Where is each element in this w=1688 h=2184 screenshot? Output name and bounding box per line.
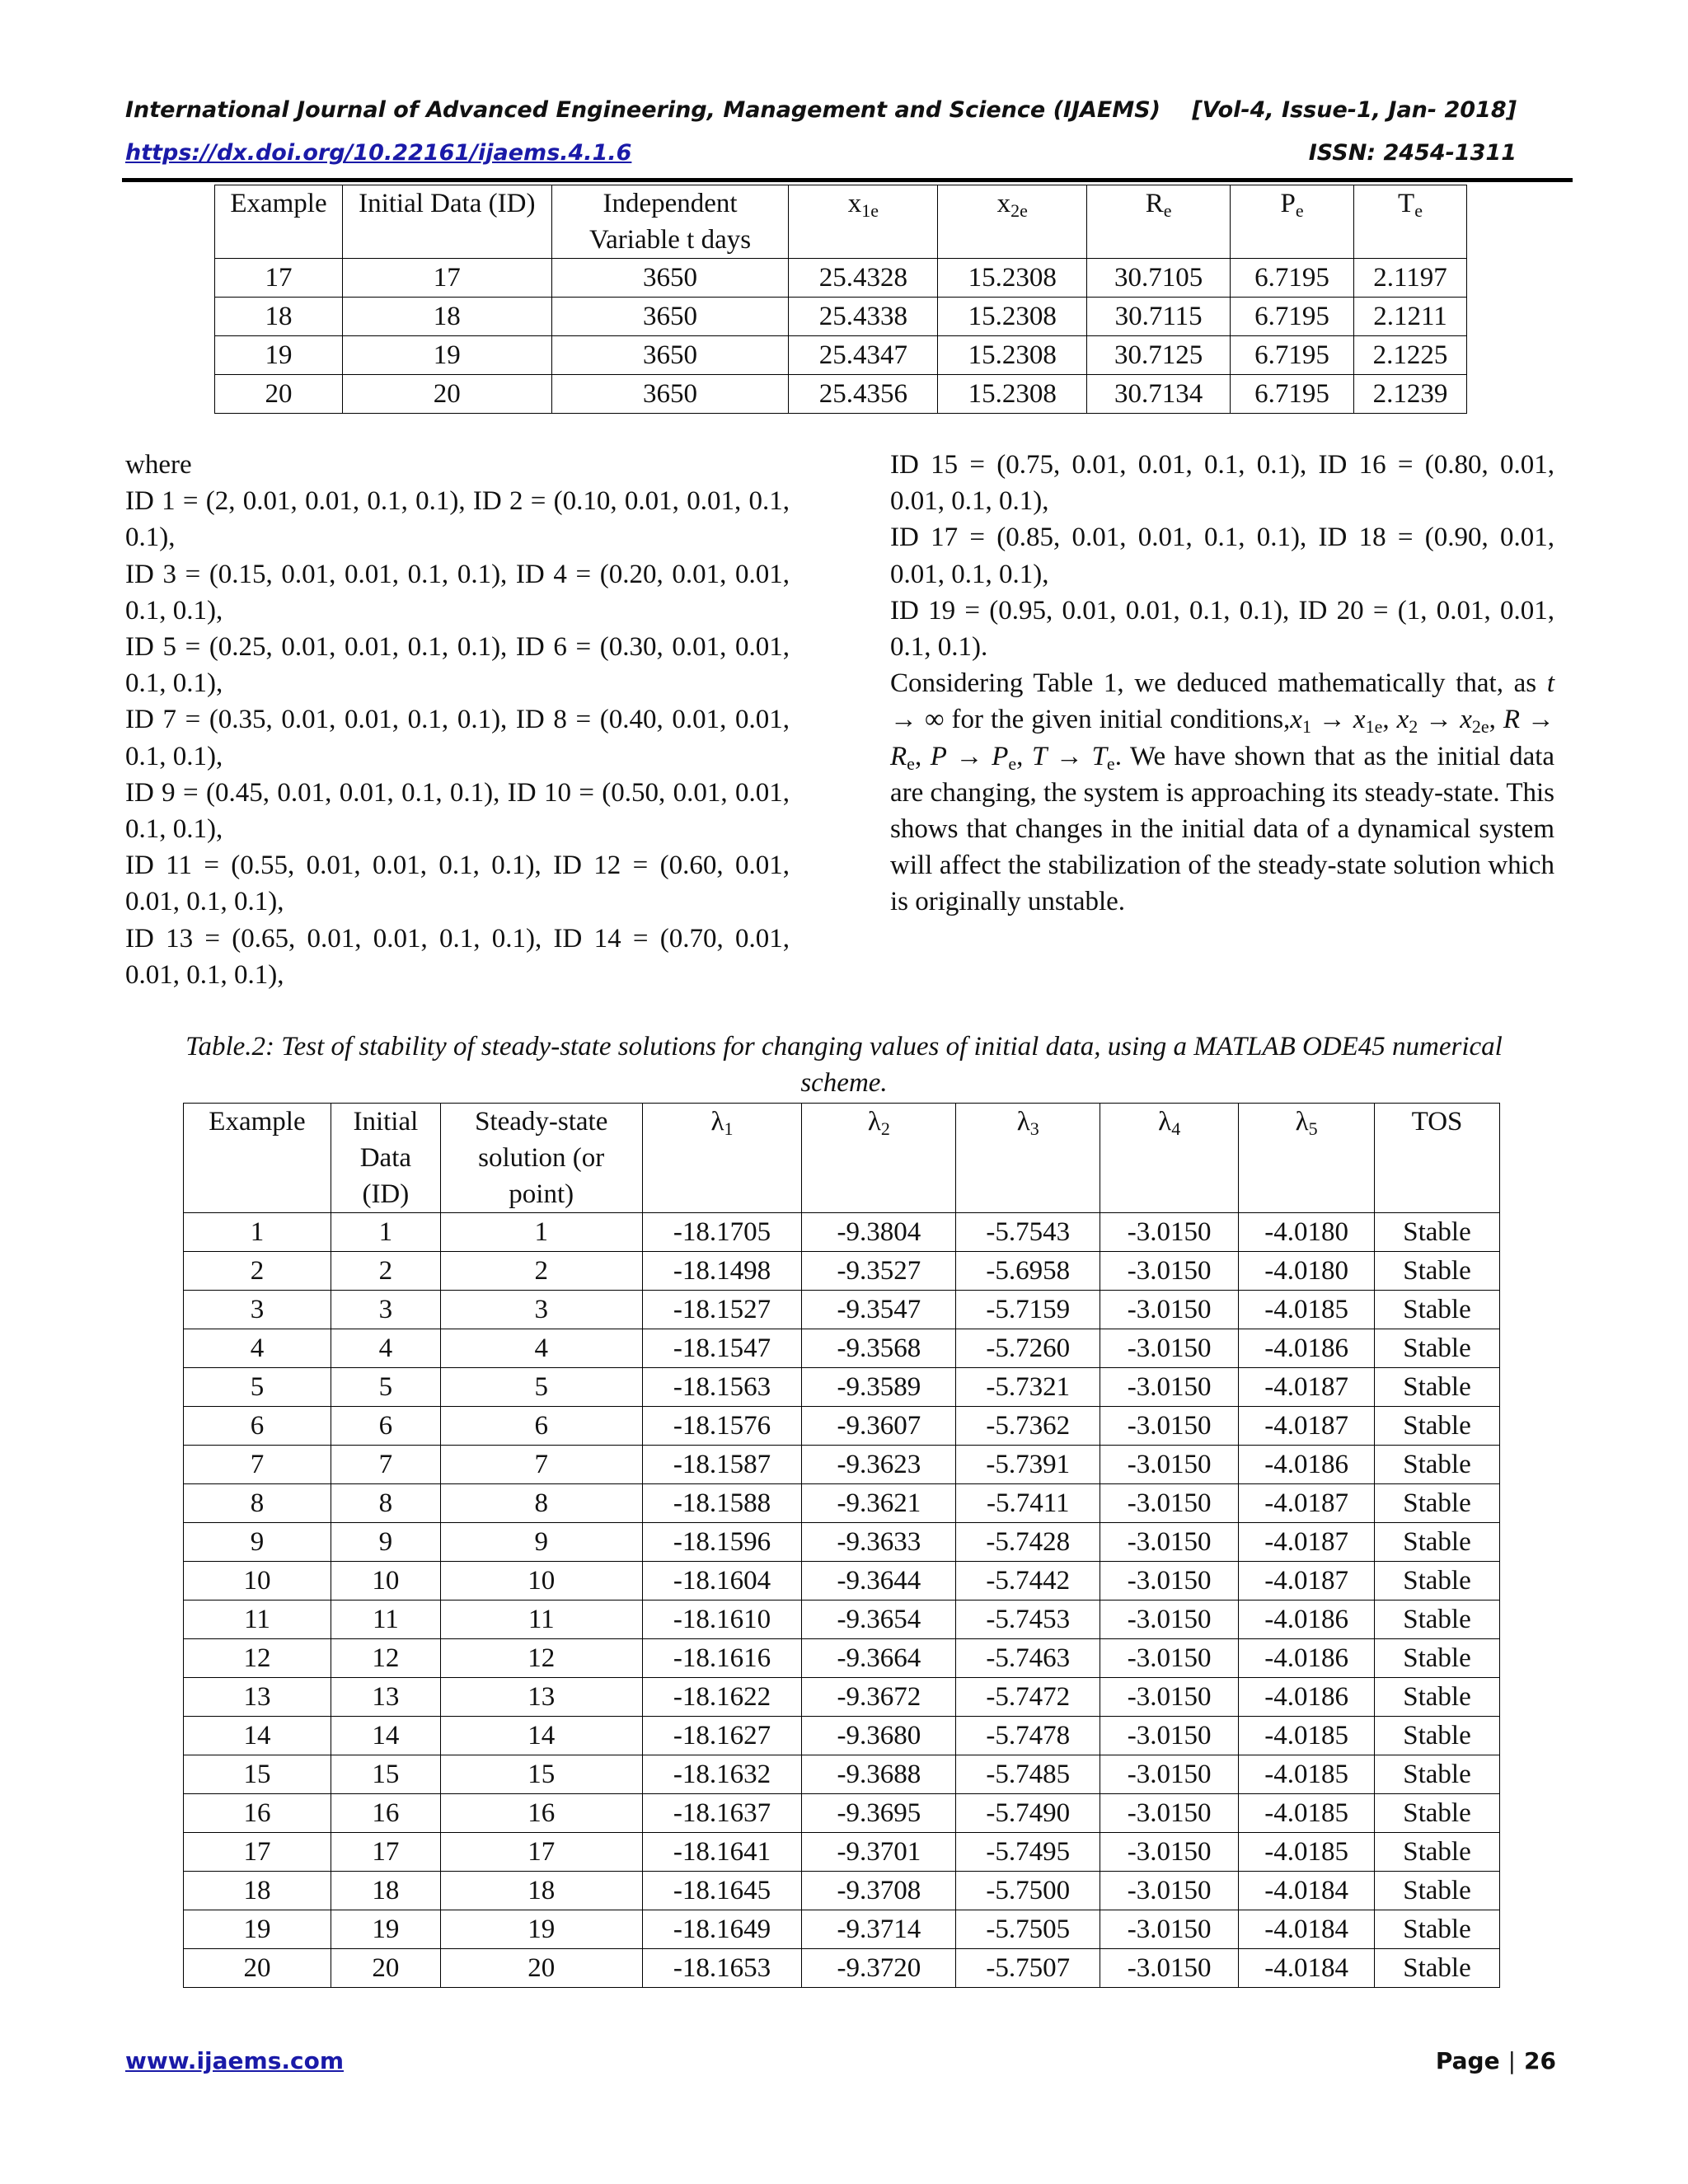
table-cell-ss: 1 bbox=[440, 1213, 642, 1252]
text-line: ID 11 = (0.55, 0.01, 0.01, 0.1, 0.1), ID 12 = (0.60, 0.01, bbox=[125, 851, 790, 881]
conclusion-paragraph: Considering Table 1, we deduced mathematically that, as t → ∞ for the given initial $conditions,x_1 \to x_{1e}$, $x_2 \to x_{2e}$, $R \to R_e$, $P \to P_e$, $T \to T_e$. We have shown that as the initial data are changing, the system is approaching its steady-state. This shows that changes in the initial data of a dynamical system will affect the stabilization of the steady-state solution which is originally unstable. bbox=[890, 668, 1555, 917]
table-cell-l5: -4.0184 bbox=[1239, 1872, 1375, 1910]
col-header-initial-data: Initial Data (ID) bbox=[331, 1104, 440, 1213]
table-row bbox=[215, 298, 1467, 336]
table-cell-tos: Stable bbox=[1375, 1755, 1500, 1794]
table-cell-l1: -18.1641 bbox=[642, 1833, 802, 1872]
table-cell-l1: -18.1576 bbox=[642, 1407, 802, 1446]
table-cell-tos: Stable bbox=[1375, 1329, 1500, 1368]
table-cell-l3: -5.7485 bbox=[956, 1755, 1100, 1794]
table-cell-l2: -9.3623 bbox=[802, 1446, 956, 1484]
table-row bbox=[184, 1291, 1500, 1329]
col-header-lambda-4: $\lambda_4$ bbox=[1100, 1104, 1239, 1213]
table-cell-ex: 6 bbox=[184, 1407, 331, 1446]
table-cell-l5: -4.0185 bbox=[1239, 1717, 1375, 1755]
table-cell-ex: 7 bbox=[184, 1446, 331, 1484]
table-cell-l4: -3.0150 bbox=[1100, 1833, 1239, 1872]
table-cell-id: 17 bbox=[331, 1833, 440, 1872]
table-cell-example: 19 bbox=[215, 336, 343, 375]
table-cell-l2: -9.3664 bbox=[802, 1639, 956, 1678]
table-cell-l4: -3.0150 bbox=[1100, 1252, 1239, 1291]
table-cell-l4: -3.0150 bbox=[1100, 1407, 1239, 1446]
table-cell-example: 20 bbox=[215, 375, 343, 414]
text-line: 0.1, 0.1), bbox=[125, 741, 223, 771]
table-cell-l1: -18.1604 bbox=[642, 1562, 802, 1601]
table-cell-id: 19 bbox=[342, 336, 551, 375]
table-cell-l5: -4.0186 bbox=[1239, 1678, 1375, 1717]
table-cell-id: 18 bbox=[342, 298, 551, 336]
table-cell-l2: -9.3654 bbox=[802, 1601, 956, 1639]
right-column-text bbox=[890, 447, 1554, 921]
table-cell-id: 16 bbox=[331, 1794, 440, 1833]
table-row bbox=[184, 1755, 1500, 1794]
table-cell-id: 11 bbox=[331, 1601, 440, 1639]
page-number: Page | 26 bbox=[1435, 2047, 1556, 2074]
table-cell-l3: -5.7490 bbox=[956, 1794, 1100, 1833]
table-cell-id: 14 bbox=[331, 1717, 440, 1755]
table-cell-l1: -18.1547 bbox=[642, 1329, 802, 1368]
table-cell-tos: Stable bbox=[1375, 1910, 1500, 1949]
text-line: 0.1, 0.1), bbox=[125, 668, 223, 699]
table-row bbox=[184, 1368, 1500, 1407]
table-cell-tos: Stable bbox=[1375, 1949, 1500, 1988]
table-cell-ex: 11 bbox=[184, 1601, 331, 1639]
table-1-header-row bbox=[215, 185, 1467, 259]
table-cell-id: 1 bbox=[331, 1213, 440, 1252]
table-cell-ex: 5 bbox=[184, 1368, 331, 1407]
table-cell-ex: 9 bbox=[184, 1523, 331, 1562]
table-cell-ex: 2 bbox=[184, 1252, 331, 1291]
table-cell-l3: -5.7472 bbox=[956, 1678, 1100, 1717]
table-cell-l4: -3.0150 bbox=[1100, 1639, 1239, 1678]
table-cell-id: 5 bbox=[331, 1368, 440, 1407]
table-cell-l4: -3.0150 bbox=[1100, 1329, 1239, 1368]
table-cell-id: 2 bbox=[331, 1252, 440, 1291]
table-cell-tos: Stable bbox=[1375, 1446, 1500, 1484]
table-cell-l3: -5.7543 bbox=[956, 1213, 1100, 1252]
table-cell-l1: -18.1596 bbox=[642, 1523, 802, 1562]
col-header-example: Example bbox=[184, 1104, 331, 1213]
table-cell-tos: Stable bbox=[1375, 1872, 1500, 1910]
table-cell-id: 4 bbox=[331, 1329, 440, 1368]
table-cell-l1: -18.1610 bbox=[642, 1601, 802, 1639]
table-cell-l2: -9.3633 bbox=[802, 1523, 956, 1562]
website-link[interactable]: www.ijaems.com bbox=[125, 2047, 345, 2074]
col-header-independent: Independent Variable t days bbox=[551, 185, 789, 259]
table-cell-x2e: 15.2308 bbox=[938, 298, 1087, 336]
table-row bbox=[184, 1872, 1500, 1910]
table-cell-l2: -9.3688 bbox=[802, 1755, 956, 1794]
table-cell-l5: -4.0187 bbox=[1239, 1562, 1375, 1601]
table-cell-pe: 6.7195 bbox=[1231, 298, 1354, 336]
journal-title: International Journal of Advanced Engineering, Management and Science (IJAEMS) bbox=[125, 97, 1161, 123]
table-row bbox=[184, 1523, 1500, 1562]
col-header-pe: $P_e$ bbox=[1231, 185, 1354, 259]
table-cell-ex: 8 bbox=[184, 1484, 331, 1523]
col-header-te: $T_e$ bbox=[1353, 185, 1466, 259]
table-cell-ss: 10 bbox=[440, 1562, 642, 1601]
table-cell-ss: 3 bbox=[440, 1291, 642, 1329]
table-cell-tos: Stable bbox=[1375, 1523, 1500, 1562]
table-cell-ex: 17 bbox=[184, 1833, 331, 1872]
table-cell-l1: -18.1627 bbox=[642, 1717, 802, 1755]
table-cell-ss: 11 bbox=[440, 1601, 642, 1639]
table-cell-ss: 2 bbox=[440, 1252, 642, 1291]
table-cell-ss: 12 bbox=[440, 1639, 642, 1678]
table-cell-ss: 13 bbox=[440, 1678, 642, 1717]
table-cell-tos: Stable bbox=[1375, 1252, 1500, 1291]
table-row bbox=[184, 1678, 1500, 1717]
table-cell-l5: -4.0180 bbox=[1239, 1213, 1375, 1252]
table-cell-l1: -18.1632 bbox=[642, 1755, 802, 1794]
table-cell-l5: -4.0180 bbox=[1239, 1252, 1375, 1291]
table-cell-ss: 16 bbox=[440, 1794, 642, 1833]
col-header-lambda-5: $\lambda_5$ bbox=[1239, 1104, 1375, 1213]
table-row bbox=[184, 1446, 1500, 1484]
table-cell-id: 20 bbox=[331, 1949, 440, 1988]
table-row bbox=[215, 259, 1467, 298]
table-cell-l1: -18.1616 bbox=[642, 1639, 802, 1678]
text-line: ID 5 = (0.25, 0.01, 0.01, 0.1, 0.1), ID 6 = (0.30, 0.01, 0.01, bbox=[125, 632, 790, 663]
table-cell-example: 18 bbox=[215, 298, 343, 336]
table-cell-l1: -18.1645 bbox=[642, 1872, 802, 1910]
table-row bbox=[184, 1949, 1500, 1988]
text-line: 0.1, 0.1), bbox=[125, 814, 223, 845]
table-cell-l3: -5.7505 bbox=[956, 1910, 1100, 1949]
table-cell-l4: -3.0150 bbox=[1100, 1523, 1239, 1562]
text-line: 0.1, 0.1). bbox=[890, 632, 988, 663]
table-cell-l4: -3.0150 bbox=[1100, 1678, 1239, 1717]
table-cell-l1: -18.1588 bbox=[642, 1484, 802, 1523]
table-1 bbox=[214, 185, 1467, 414]
table-cell-l2: -9.3547 bbox=[802, 1291, 956, 1329]
table-cell-ex: 14 bbox=[184, 1717, 331, 1755]
table-cell-l3: -5.7411 bbox=[956, 1484, 1100, 1523]
table-cell-l1: -18.1653 bbox=[642, 1949, 802, 1988]
table-cell-l4: -3.0150 bbox=[1100, 1291, 1239, 1329]
table-cell-l4: -3.0150 bbox=[1100, 1872, 1239, 1910]
table-cell-ss: 4 bbox=[440, 1329, 642, 1368]
table-cell-id: 6 bbox=[331, 1407, 440, 1446]
table-cell-tos: Stable bbox=[1375, 1833, 1500, 1872]
table-cell-l2: -9.3621 bbox=[802, 1484, 956, 1523]
text-line: 0.01, 0.1, 0.1), bbox=[890, 559, 1049, 589]
text-line: ID 15 = (0.75, 0.01, 0.01, 0.1, 0.1), ID 16 = (0.80, 0.01, bbox=[890, 450, 1554, 480]
table-row bbox=[184, 1601, 1500, 1639]
table-cell-l4: -3.0150 bbox=[1100, 1213, 1239, 1252]
table-row bbox=[184, 1213, 1500, 1252]
table-cell-ex: 4 bbox=[184, 1329, 331, 1368]
table-cell-l5: -4.0185 bbox=[1239, 1794, 1375, 1833]
table-cell-l4: -3.0150 bbox=[1100, 1794, 1239, 1833]
table-row bbox=[184, 1639, 1500, 1678]
table-cell-l2: -9.3714 bbox=[802, 1910, 956, 1949]
table-cell-l2: -9.3644 bbox=[802, 1562, 956, 1601]
text-line: ID 17 = (0.85, 0.01, 0.01, 0.1, 0.1), ID 18 = (0.90, 0.01, bbox=[890, 523, 1554, 553]
col-header-lambda-3: $\lambda_3$ bbox=[956, 1104, 1100, 1213]
text-line: ID 19 = (0.95, 0.01, 0.01, 0.1, 0.1), ID 20 = (1, 0.01, 0.01, bbox=[890, 595, 1554, 626]
table-cell-example: 17 bbox=[215, 259, 343, 298]
table-cell-tos: Stable bbox=[1375, 1368, 1500, 1407]
table-row bbox=[184, 1252, 1500, 1291]
text-line: ID 13 = (0.65, 0.01, 0.01, 0.1, 0.1), ID 14 = (0.70, 0.01, bbox=[125, 923, 790, 954]
table-cell-re: 30.7125 bbox=[1087, 336, 1231, 375]
table-cell-ss: 17 bbox=[440, 1833, 642, 1872]
table-cell-l1: -18.1498 bbox=[642, 1252, 802, 1291]
table-cell-tos: Stable bbox=[1375, 1213, 1500, 1252]
table-cell-l3: -5.7453 bbox=[956, 1601, 1100, 1639]
header-rule bbox=[122, 178, 1573, 182]
table-cell-te: 2.1211 bbox=[1353, 298, 1466, 336]
table-cell-l4: -3.0150 bbox=[1100, 1717, 1239, 1755]
table-cell-l3: -5.7321 bbox=[956, 1368, 1100, 1407]
table-cell-ex: 18 bbox=[184, 1872, 331, 1910]
text-line: 0.01, 0.1, 0.1), bbox=[890, 486, 1049, 517]
table-cell-l4: -3.0150 bbox=[1100, 1755, 1239, 1794]
table-cell-l2: -9.3568 bbox=[802, 1329, 956, 1368]
col-header-example: Example bbox=[215, 185, 343, 259]
table-cell-id: 15 bbox=[331, 1755, 440, 1794]
table-2 bbox=[183, 1103, 1500, 1988]
table-cell-l5: -4.0184 bbox=[1239, 1910, 1375, 1949]
table-cell-l2: -9.3527 bbox=[802, 1252, 956, 1291]
table-cell-id: 8 bbox=[331, 1484, 440, 1523]
table-cell-l3: -5.7260 bbox=[956, 1329, 1100, 1368]
table-cell-l3: -5.7391 bbox=[956, 1446, 1100, 1484]
table-cell-re: 30.7134 bbox=[1087, 375, 1231, 414]
text-line: 0.01, 0.1, 0.1), bbox=[125, 887, 284, 917]
table-row bbox=[184, 1833, 1500, 1872]
table-row bbox=[184, 1794, 1500, 1833]
col-header-re: $R_e$ bbox=[1087, 185, 1231, 259]
table-cell-l3: -5.7159 bbox=[956, 1291, 1100, 1329]
table-cell-l2: -9.3720 bbox=[802, 1949, 956, 1988]
table-cell-ss: 8 bbox=[440, 1484, 642, 1523]
table-cell-l2: -9.3680 bbox=[802, 1717, 956, 1755]
table-cell-ex: 20 bbox=[184, 1949, 331, 1988]
table-cell-pe: 6.7195 bbox=[1231, 375, 1354, 414]
col-header-x1e: $x_{1e}$ bbox=[789, 185, 938, 259]
table-cell-l3: -5.7442 bbox=[956, 1562, 1100, 1601]
table-cell-x1e: 25.4328 bbox=[789, 259, 938, 298]
text-line: ID 7 = (0.35, 0.01, 0.01, 0.1, 0.1), ID 8 = (0.40, 0.01, 0.01, bbox=[125, 705, 790, 735]
table-cell-t: 3650 bbox=[551, 375, 789, 414]
table-cell-tos: Stable bbox=[1375, 1601, 1500, 1639]
table-cell-l4: -3.0150 bbox=[1100, 1484, 1239, 1523]
table-cell-l2: -9.3589 bbox=[802, 1368, 956, 1407]
table-cell-id: 7 bbox=[331, 1446, 440, 1484]
table-cell-id: 10 bbox=[331, 1562, 440, 1601]
table-cell-ss: 6 bbox=[440, 1407, 642, 1446]
table-cell-ss: 18 bbox=[440, 1872, 642, 1910]
table-cell-l5: -4.0187 bbox=[1239, 1368, 1375, 1407]
table-cell-tos: Stable bbox=[1375, 1407, 1500, 1446]
table-cell-l3: -5.7362 bbox=[956, 1407, 1100, 1446]
table-cell-l4: -3.0150 bbox=[1100, 1446, 1239, 1484]
table-cell-l2: -9.3708 bbox=[802, 1872, 956, 1910]
table-cell-ex: 19 bbox=[184, 1910, 331, 1949]
table-cell-ss: 15 bbox=[440, 1755, 642, 1794]
table-cell-l5: -4.0187 bbox=[1239, 1407, 1375, 1446]
table-cell-l3: -5.7500 bbox=[956, 1872, 1100, 1910]
col-header-steady-state: Steady-state solution (or point) bbox=[440, 1104, 642, 1213]
table-cell-l3: -5.7463 bbox=[956, 1639, 1100, 1678]
text-line: 0.1), bbox=[125, 523, 176, 553]
table-row bbox=[184, 1562, 1500, 1601]
table-cell-l1: -18.1563 bbox=[642, 1368, 802, 1407]
table-cell-tos: Stable bbox=[1375, 1794, 1500, 1833]
table-row bbox=[184, 1484, 1500, 1523]
table-cell-l5: -4.0184 bbox=[1239, 1949, 1375, 1988]
table-cell-l5: -4.0185 bbox=[1239, 1833, 1375, 1872]
table-row bbox=[184, 1329, 1500, 1368]
table-cell-l5: -4.0187 bbox=[1239, 1484, 1375, 1523]
table-2-header-row bbox=[184, 1104, 1500, 1213]
issn: ISSN: 2454-1311 bbox=[1308, 140, 1517, 166]
table-cell-l2: -9.3672 bbox=[802, 1678, 956, 1717]
table-cell-l3: -5.7428 bbox=[956, 1523, 1100, 1562]
table-cell-l4: -3.0150 bbox=[1100, 1601, 1239, 1639]
table-cell-re: 30.7105 bbox=[1087, 259, 1231, 298]
col-header-tos: TOS bbox=[1375, 1104, 1500, 1213]
table-cell-x2e: 15.2308 bbox=[938, 375, 1087, 414]
table-cell-tos: Stable bbox=[1375, 1562, 1500, 1601]
table-cell-ex: 16 bbox=[184, 1794, 331, 1833]
table-cell-ex: 3 bbox=[184, 1291, 331, 1329]
table-cell-l5: -4.0186 bbox=[1239, 1329, 1375, 1368]
table-cell-l5: -4.0185 bbox=[1239, 1291, 1375, 1329]
table-cell-l4: -3.0150 bbox=[1100, 1562, 1239, 1601]
table-cell-l5: -4.0187 bbox=[1239, 1523, 1375, 1562]
table-cell-id: 19 bbox=[331, 1910, 440, 1949]
left-column-text bbox=[125, 447, 790, 993]
table-cell-l5: -4.0186 bbox=[1239, 1601, 1375, 1639]
table-cell-te: 2.1197 bbox=[1353, 259, 1466, 298]
table-cell-te: 2.1239 bbox=[1353, 375, 1466, 414]
table-cell-id: 20 bbox=[342, 375, 551, 414]
table-cell-l1: -18.1622 bbox=[642, 1678, 802, 1717]
table-cell-l2: -9.3701 bbox=[802, 1833, 956, 1872]
table-cell-ss: 7 bbox=[440, 1446, 642, 1484]
text-line: ID 1 = (2, 0.01, 0.01, 0.1, 0.1), ID 2 = (0.10, 0.01, 0.01, 0.1, bbox=[125, 486, 790, 517]
table-cell-ex: 12 bbox=[184, 1639, 331, 1678]
table-row bbox=[184, 1407, 1500, 1446]
table-cell-ss: 19 bbox=[440, 1910, 642, 1949]
col-header-x2e: $x_{2e}$ bbox=[938, 185, 1087, 259]
table-cell-l4: -3.0150 bbox=[1100, 1368, 1239, 1407]
table-cell-l4: -3.0150 bbox=[1100, 1949, 1239, 1988]
col-header-initial-data: Initial Data (ID) bbox=[342, 185, 551, 259]
table-cell-id: 12 bbox=[331, 1639, 440, 1678]
table-row bbox=[215, 375, 1467, 414]
table-cell-pe: 6.7195 bbox=[1231, 336, 1354, 375]
table-cell-tos: Stable bbox=[1375, 1484, 1500, 1523]
table-cell-re: 30.7115 bbox=[1087, 298, 1231, 336]
table-cell-ex: 10 bbox=[184, 1562, 331, 1601]
table-cell-id: 18 bbox=[331, 1872, 440, 1910]
text-line: where bbox=[125, 450, 192, 480]
table-cell-l1: -18.1705 bbox=[642, 1213, 802, 1252]
table-cell-ex: 13 bbox=[184, 1678, 331, 1717]
text-line: 0.1, 0.1), bbox=[125, 595, 223, 626]
table-cell-l3: -5.7507 bbox=[956, 1949, 1100, 1988]
table-cell-l5: -4.0186 bbox=[1239, 1639, 1375, 1678]
table-cell-l5: -4.0186 bbox=[1239, 1446, 1375, 1484]
table-cell-id: 3 bbox=[331, 1291, 440, 1329]
table-cell-pe: 6.7195 bbox=[1231, 259, 1354, 298]
table-cell-id: 13 bbox=[331, 1678, 440, 1717]
table-cell-tos: Stable bbox=[1375, 1639, 1500, 1678]
table-cell-x1e: 25.4347 bbox=[789, 336, 938, 375]
text-line: ID 9 = (0.45, 0.01, 0.01, 0.1, 0.1), ID 10 = (0.50, 0.01, 0.01, bbox=[125, 777, 790, 808]
table-cell-l1: -18.1649 bbox=[642, 1910, 802, 1949]
table-row bbox=[215, 336, 1467, 375]
table-cell-tos: Stable bbox=[1375, 1717, 1500, 1755]
table-cell-ex: 1 bbox=[184, 1213, 331, 1252]
table-cell-l2: -9.3695 bbox=[802, 1794, 956, 1833]
table-cell-ex: 15 bbox=[184, 1755, 331, 1794]
table-cell-te: 2.1225 bbox=[1353, 336, 1466, 375]
table-row bbox=[184, 1910, 1500, 1949]
table-cell-l4: -3.0150 bbox=[1100, 1910, 1239, 1949]
table-cell-l5: -4.0185 bbox=[1239, 1755, 1375, 1794]
table-cell-id: 17 bbox=[342, 259, 551, 298]
table-cell-l1: -18.1587 bbox=[642, 1446, 802, 1484]
table-cell-tos: Stable bbox=[1375, 1291, 1500, 1329]
table-cell-l3: -5.7495 bbox=[956, 1833, 1100, 1872]
table-cell-l1: -18.1527 bbox=[642, 1291, 802, 1329]
doi-link[interactable]: https://dx.doi.org/10.22161/ijaems.4.1.6 bbox=[125, 140, 632, 166]
table-cell-x1e: 25.4338 bbox=[789, 298, 938, 336]
table-cell-l2: -9.3804 bbox=[802, 1213, 956, 1252]
table-cell-t: 3650 bbox=[551, 259, 789, 298]
text-line: 0.01, 0.1, 0.1), bbox=[125, 959, 284, 990]
table-cell-x2e: 15.2308 bbox=[938, 259, 1087, 298]
table-cell-ss: 14 bbox=[440, 1717, 642, 1755]
table-cell-x2e: 15.2308 bbox=[938, 336, 1087, 375]
table-cell-ss: 20 bbox=[440, 1949, 642, 1988]
col-header-lambda-2: $\lambda_2$ bbox=[802, 1104, 956, 1213]
table-2-caption: Table.2: Test of stability of steady-state solutions for changing values of initial data, using a MATLAB ODE45 numerical scheme. bbox=[185, 1032, 1503, 1098]
col-header-lambda-1: $\lambda_1$ bbox=[642, 1104, 802, 1213]
table-cell-x1e: 25.4356 bbox=[789, 375, 938, 414]
volume-info: [Vol-4, Issue-1, Jan- 2018] bbox=[1192, 97, 1517, 123]
table-cell-l2: -9.3607 bbox=[802, 1407, 956, 1446]
table-cell-l1: -18.1637 bbox=[642, 1794, 802, 1833]
table-cell-t: 3650 bbox=[551, 336, 789, 375]
text-line: ID 3 = (0.15, 0.01, 0.01, 0.1, 0.1), ID 4 = (0.20, 0.01, 0.01, bbox=[125, 559, 790, 589]
table-cell-l3: -5.7478 bbox=[956, 1717, 1100, 1755]
table-cell-t: 3650 bbox=[551, 298, 789, 336]
table-cell-id: 9 bbox=[331, 1523, 440, 1562]
table-cell-ss: 9 bbox=[440, 1523, 642, 1562]
table-cell-tos: Stable bbox=[1375, 1678, 1500, 1717]
table-cell-ss: 5 bbox=[440, 1368, 642, 1407]
table-cell-l3: -5.6958 bbox=[956, 1252, 1100, 1291]
table-row bbox=[184, 1717, 1500, 1755]
